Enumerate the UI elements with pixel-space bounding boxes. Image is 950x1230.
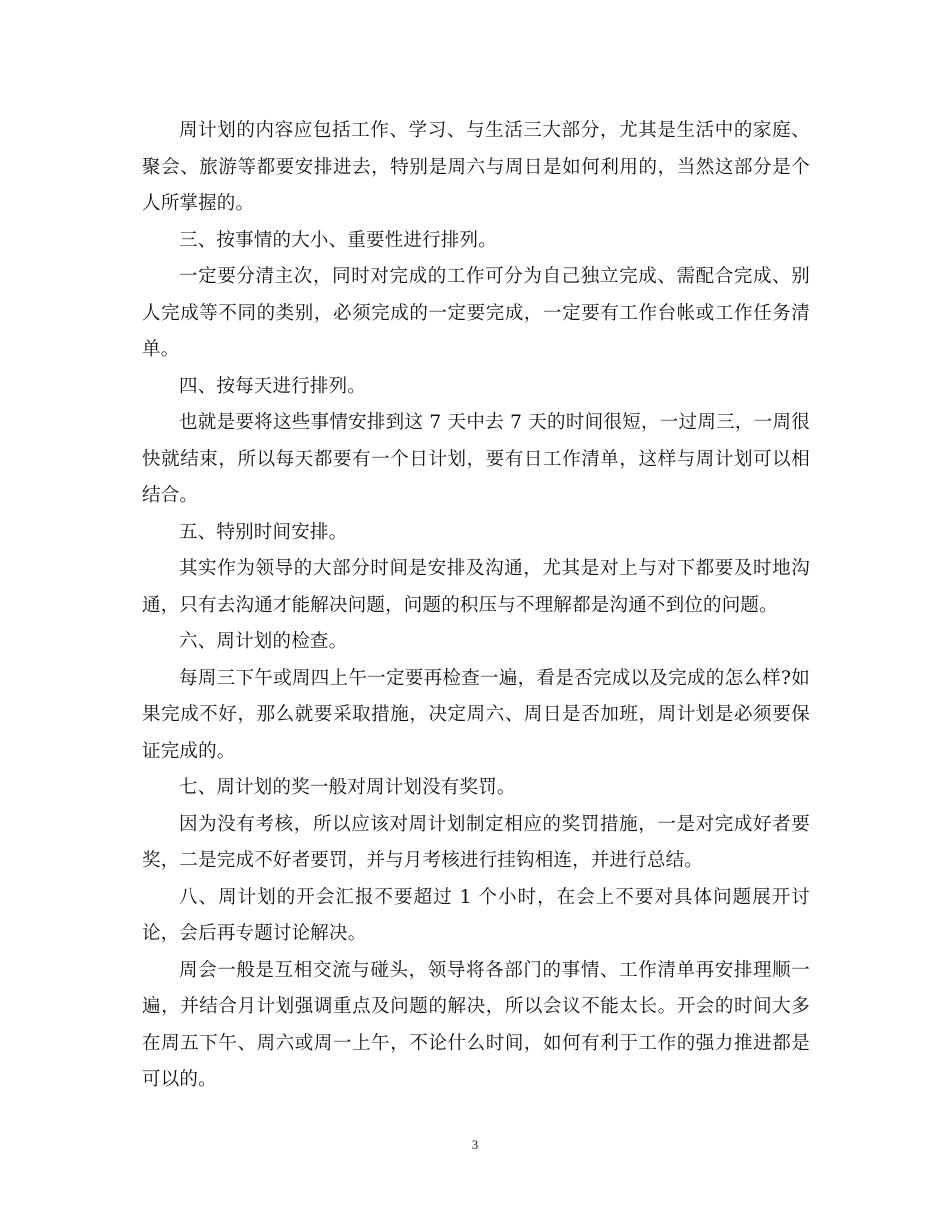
heading-section-eight: 八、周计划的开会汇报不要超过 1 个小时，在会上不要对具体问题展开讨论，会后再专题讨论解决。 — [142, 886, 810, 944]
heading-section-seven: 七、周计划的奖一般对周计划没有奖罚。 — [179, 777, 516, 798]
document-body — [142, 113, 810, 1099]
paragraph-plan-check: 每周三下午或周四上午一定要再检查一遍，看是否完成以及完成的怎么样?如果完成不好，那么就要采取措施，决定周六、周日是否加班，周计划是必须要保证完成的。 — [142, 667, 810, 762]
paragraph-communication: 其实作为领导的大部分时间是安排及沟通，尤其是对上与对下都要及时地沟通，只有去沟通才能解决问题，问题的积压与不理解都是沟通不到位的问题。 — [142, 558, 810, 616]
heading-section-three: 三、按事情的大小、重要性进行排列。 — [179, 229, 497, 251]
heading-section-four: 四、按每天进行排列。 — [179, 375, 367, 397]
paragraph-priorities: 一定要分清主次，同时对完成的工作可分为自己独立完成、需配合完成、别人完成等不同的类别，必须完成的一定要完成，一定要有工作台帐或工作任务清单。 — [142, 266, 810, 360]
paragraph-weekly-plan-content: 周计划的内容应包括工作、学习、与生活三大部分，尤其是生活中的家庭、聚会、旅游等都要安排进去，特别是周六与周日是如何利用的，当然这部分是个人所掌握的。 — [142, 120, 810, 214]
page-number: 3 — [471, 1137, 479, 1152]
paragraph-daily-plan: 也就是要将这些事情安排到这 7 天中去 7 天的时间很短，一过周三，一周很快就结束，所以每天都要有一个日计划，要有日工作清单，这样与周计划可以相结合。 — [142, 412, 810, 506]
heading-section-six: 六、周计划的检查。 — [179, 631, 348, 652]
paragraph-weekly-meeting: 周会一般是互相交流与碰头，领导将各部门的事情、工作清单再安排理顺一遍，并结合月计划强调重点及问题的解决，所以会议不能太长。开会的时间大多在周五下午、周六或周一上午，不论什么时间，如何有利于工作的强力推进都是可以的。 — [142, 959, 810, 1090]
heading-section-five: 五、特别时间安排。 — [179, 521, 348, 543]
paragraph-rewards-penalties: 因为没有考核，所以应该对周计划制定相应的奖罚措施，一是对完成好者要奖，二是完成不好者要罚，并与月考核进行挂钩相连，并进行总结。 — [142, 813, 810, 871]
